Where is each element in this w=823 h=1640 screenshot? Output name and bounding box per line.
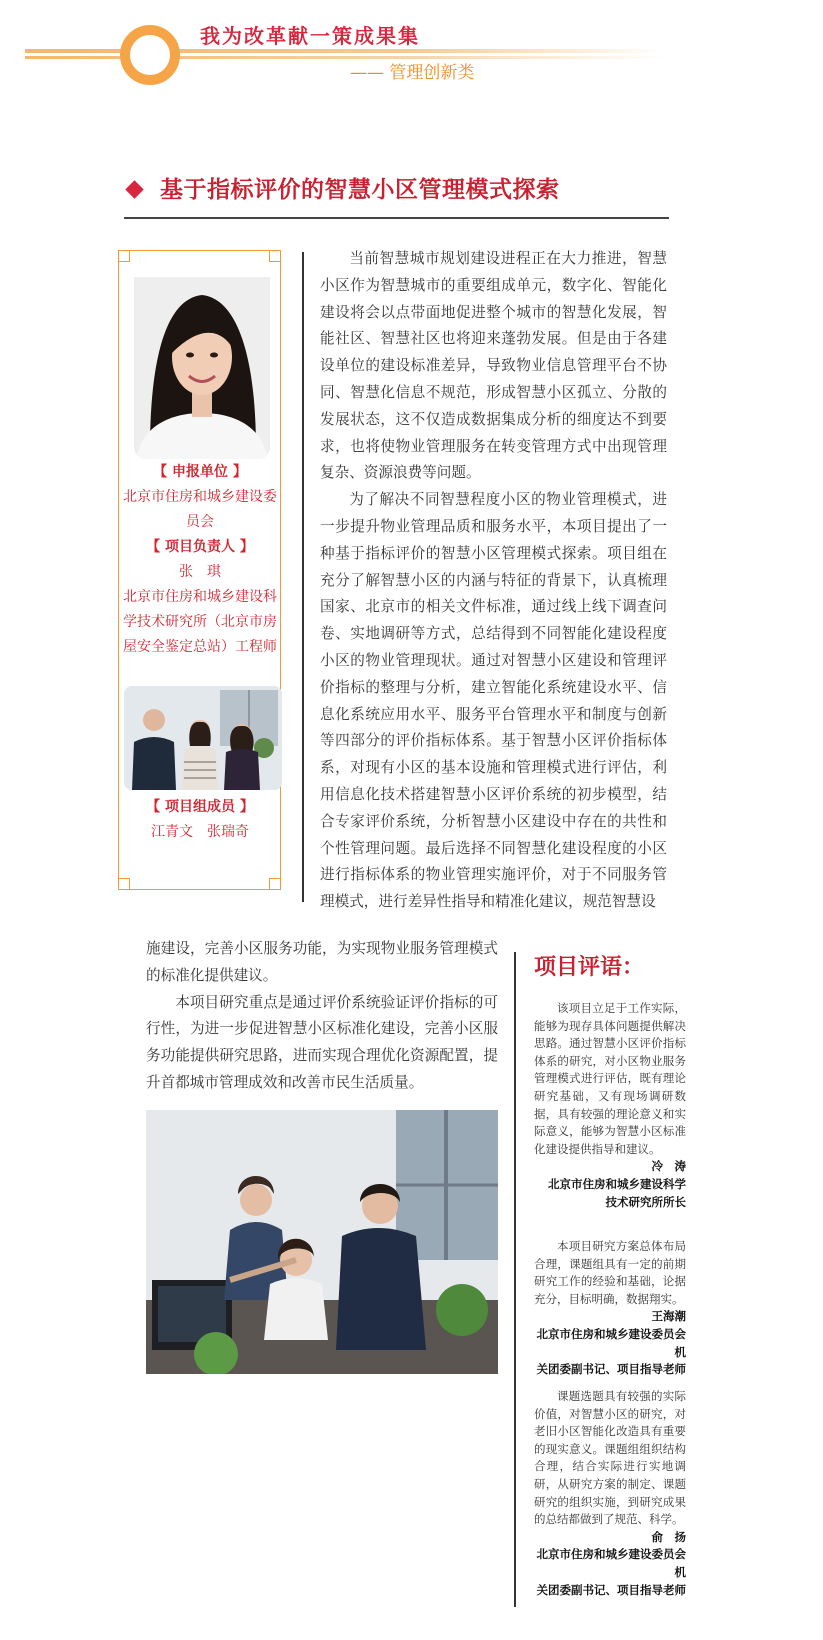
body-column-upper [320, 246, 667, 916]
body-paragraph: 本项目研究重点是通过评价系统验证评价指标的可行性，为进一步促进智慧小区标准化建设，完善小区服务功能提供研究思路，进而实现合理优化资源配置，提升首都城市管理成效和改善市民生活质量。 [146, 993, 498, 1091]
reviewer-name: 王海潮 [651, 1309, 686, 1324]
card-corner-ornament [118, 878, 130, 890]
review-text: 课题选题具有较强的实际价值，对智慧小区的研究，对老旧小区智能化改造具有重要的现实意义。课题组组织结构合理，结合实际进行实地调研，从研究方案的制定、课题研究的组织实施，到研究成果的总结都做到了规范、科学。 [534, 1389, 686, 1527]
lead-name: 张 琪 [179, 564, 221, 580]
body-paragraph: 为了解决不同智慧程度小区的物业管理模式，进一步提升物业管理品质和服务水平，本项目提出了一种基于指标评价的智慧小区管理模式探索。项目组在充分了解智慧小区的内涵与特征的背景下，认真梳理国家、北京市的相关文件标准，通过线上线下调查问卷、实地调研等方式，总结得到不同智能化建设程度小区的物业管理现状。通过对智慧小区建设和管理评价指标的整理与分析，建立智能化系统建设水平、信息化系统应用水平、服务平台管理水平和制度与创新等四部分的评价指标体系。基于智慧小区评价指标体系，对现有小区的基本设施和管理模式进行评估，利用信息化技术搭建智慧小区评价系统的初步模型，结合专家评价系统，分析智慧小区建设中存在的共性和个性管理问题。最后选择不同智慧化建设程度的小区进行指标体系的物业管理实施评价，对于不同服务管理模式，进行差异性指导和精准化建议，规范智慧设 [320, 491, 667, 911]
series-title: 我为改革献一策成果集 [200, 24, 420, 48]
reviewer-title: 北京市住房和城乡建设委员会机 [536, 1326, 686, 1359]
review-item [534, 1388, 686, 1599]
review-item [534, 1000, 686, 1211]
review-text: 本项目研究方案总体布局合理，课题组具有一定的前期研究工作的经验和基础，论据充分，目标明确，数据翔实。 [534, 1239, 686, 1306]
reviewer-title: 北京市住房和城乡建设委员会机 [536, 1547, 686, 1579]
reviewer-title: 关团委副书记、项目指导老师 [536, 1582, 686, 1597]
body-paragraph-continued: 施建设，完善小区服务功能，为实现物业服务管理模式的标准化提供建议。 [146, 940, 498, 984]
article-title: 基于指标评价的智慧小区管理模式探索 [160, 177, 560, 203]
body-paragraph: 当前智慧城市规划建设进程正在大力推进，智慧小区作为智慧城市的重要组成单元，数字化、智能化建设将会以点带面地促进整个城市的智慧化发展，智能社区、智慧社区也将迎来蓬勃发展。但是由于各建设单位的建设标准差异，导致物业信息管理平台不协同、智慧化信息不规范，形成智慧小区孤立、分散的发展状态，这不仅造成数据集成分析的细度达不到要求，也将使物业管理服务在转变管理方式中出现管理复杂、资源浪费等问题。 [320, 250, 667, 482]
team-photo [124, 686, 282, 790]
applicant-label: 【 申报单位 】 [153, 464, 247, 480]
reviewer-title: 技术研究所所长 [605, 1194, 686, 1209]
review-item [534, 1238, 686, 1379]
body-column-lower [146, 936, 498, 1097]
category-label: —— 管理创新类 [350, 63, 475, 83]
reviewer-title: 北京市住房和城乡建设科学 [548, 1176, 686, 1191]
reviewer-title: 关团委副书记、项目指导老师 [536, 1362, 686, 1377]
review-title: 项目评语： [534, 955, 645, 980]
applicant-value: 北京市住房和城乡建设委员会 [123, 489, 277, 530]
card-corner-ornament [269, 878, 281, 890]
review-text: 该项目立足于工作实际，能够为现存具体问题提供解决思路。通过智慧小区评价指标体系的研究，对小区物业服务管理模式进行评估，既有理论研究基础，又有现场调研数据，具有较强的理论意义和实际意义，能够为智慧小区标准化建设提供指导和建议。 [534, 1001, 686, 1156]
members-value: 江青文 张瑞奇 [151, 824, 249, 840]
portrait-photo [134, 277, 270, 459]
column-divider [302, 252, 304, 902]
diamond-bullet-icon [125, 180, 143, 198]
card-corner-ornament [269, 250, 281, 262]
reviewer-name: 冷 涛 [651, 1159, 686, 1174]
review-divider [514, 952, 516, 1607]
lead-label: 【 项目负责人 】 [146, 539, 254, 555]
reviewer-name: 俞 扬 [651, 1529, 686, 1544]
banner-ring-icon [120, 25, 180, 85]
team-working-photo [146, 1110, 498, 1374]
members-label: 【 项目组成员 】 [146, 799, 254, 815]
title-divider [124, 217, 669, 219]
card-corner-ornament [118, 250, 130, 262]
lead-org: 北京市住房和城乡建设科学技术研究所（北京市房屋安全鉴定总站）工程师 [123, 589, 277, 655]
